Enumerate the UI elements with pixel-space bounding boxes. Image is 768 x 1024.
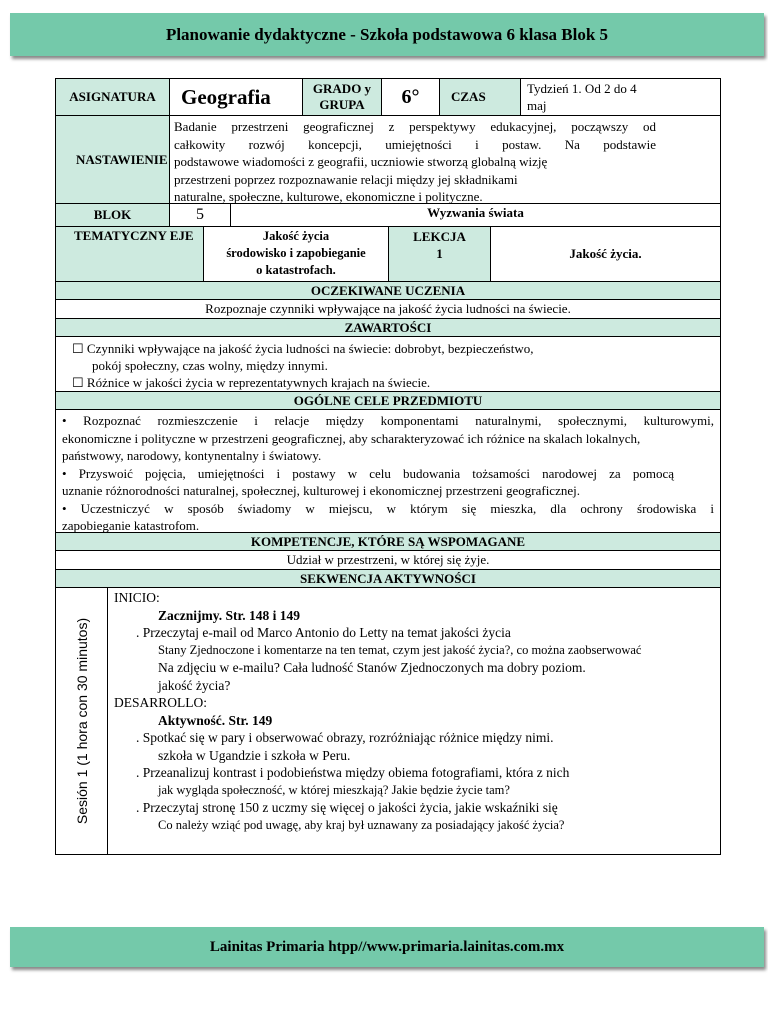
- footer-link[interactable]: Lainitas Primaria htpp//www.primaria.lainitas.com.mx: [209, 938, 565, 955]
- session-label: Sesión 1 (1 hora con 30 minutos): [56, 588, 108, 854]
- tematyczny-label: TEMATYCZNY EJE: [56, 227, 204, 281]
- sekwencja-header: SEKWENCJA AKTYWNOŚCI: [56, 570, 720, 588]
- grade-value: 6°: [382, 79, 440, 115]
- oczekiwane-header: OCZEKIWANE UCZENIA: [56, 282, 720, 300]
- subject-value: Geografia: [170, 79, 303, 115]
- blok-title: Wyzwania świata: [427, 205, 524, 220]
- lekcja-label: LEKCJA 1: [389, 227, 491, 281]
- nastawienie-row: [56, 116, 720, 204]
- blok-value: 5: [170, 204, 231, 226]
- sekwencja-body: [56, 588, 720, 854]
- czas-label: CZAS: [440, 79, 521, 115]
- zawartosci-list: ☐ Czynniki wpływające na jakość życia ludności na świecie: dobrobyt, bezpieczeństwo, pokój społeczny, czas wolny, między innymi. ☐ Różnice w jakości życia w reprezentatywnych krajach na świecie.: [56, 337, 720, 392]
- cele-list: • Rozpoznać rozmieszczenie i relacje między komponentami naturalnymi, społecznymi, kulturowymi, ekonomiczne i polityczne w przestrzeni geograficznej, aby scharakteryzować ich różnice na skalach lokalnych, państwowy, narodowy, kontynentalny i światowy. • Przyswoić pojęcia, umiejętności i postawy w celu budowania tożsamości narodowej za pomocą uznanie różnorodności naturalnej, społecznej, kulturowej i ekonomicznej przestrzeni geograficznej. • Uczestniczyć w sposób świadomy w miejscu, w którym się mieszka, dla ochrony środowiska i zapobieganie katastrofom.: [56, 410, 720, 533]
- planning-table: [55, 78, 721, 855]
- blok-row: [56, 204, 720, 227]
- footer-banner: [10, 927, 764, 967]
- list-item: ☐ Czynniki wpływające na jakość życia ludności na świecie: dobrobyt, bezpieczeństwo,: [72, 341, 534, 356]
- oczekiwane-text: Rozpoznaje czynniki wpływające na jakość życia ludności na świecie.: [56, 300, 720, 319]
- checkbox-icon: ☐: [72, 375, 84, 390]
- activity-text: INICIO: Zacznijmy. Str. 148 i 149 . Przeczytaj e-mail od Marco Antonio do Letty na temat jakości życia Stany Zjednoczone i komentarze na ten temat, czym jest jakość życia?, co można zaobserwować Na zdjęciu w e-mailu? Cała ludność Stanów Zjednoczonych ma dobry poziom. jakość życia? DESARROLLO: Aktywność. Str. 149 . Spotkać się w pary i obserwować obrazy, rozróżniając różnice między nimi. szkoła w Ugandzie i szkoła w Peru. . Przeanalizuj kontrast i podobieństwa między obiema fotografiami, która z nich jak wygląda społeczność, w której mieszkają? Jakie będzie życie tam? . Przeczytaj stronę 150 z uczmy się więcej o jakości życia, jakie wskaźniki się Co należy wziąć pod uwagę, aby kraj był uznawany za posiadający jakość życia?: [114, 590, 642, 832]
- page-title: Planowanie dydaktyczne - Szkoła podstawowa 6 klasa Blok 5: [165, 24, 609, 44]
- tematyczny-row: [56, 227, 720, 282]
- asignatura-label: ASIGNATURA: [56, 79, 170, 115]
- kompetencje-text: Udział w przestrzeni, w której się żyje.: [56, 551, 720, 570]
- cele-header: OGÓLNE CELE PRZEDMIOTU: [56, 392, 720, 410]
- kompetencje-header: KOMPETENCJE, KTÓRE SĄ WSPOMAGANE: [56, 533, 720, 551]
- checkbox-icon: ☐: [72, 341, 84, 356]
- grado-label: GRADO y GRUPA: [303, 79, 382, 115]
- eje-value: Jakość życia środowisko i zapobieganie o katastrofach.: [204, 227, 389, 281]
- subject-row: [56, 79, 720, 116]
- lesson-title: Jakość życia.: [569, 246, 642, 261]
- czas-value: Tydzień 1. Od 2 do 4 maj: [527, 81, 637, 113]
- blok-label: BLOK: [56, 204, 170, 226]
- header-banner: [10, 13, 764, 56]
- list-item: ☐ Różnice w jakości życia w reprezentatywnych krajach na świecie.: [72, 375, 431, 390]
- nastawienie-label: NASTAWIENIE: [56, 116, 170, 203]
- zawartosci-header: ZAWARTOŚCI: [56, 319, 720, 337]
- nastawienie-text: Badanie przestrzeni geograficznej z perspektywy edukacyjnej, począwszy od całkowity rozwój koncepcji, umiejętności i postaw. Na podstawie podstawowe wiadomości z geografii, uczniowie stworzą globalną wizję przestrzeni poprzez rozpoznawanie relacji między jej składnikami naturalne, społeczne, kulturowe, ekonomiczne i polityczne.: [174, 119, 656, 204]
